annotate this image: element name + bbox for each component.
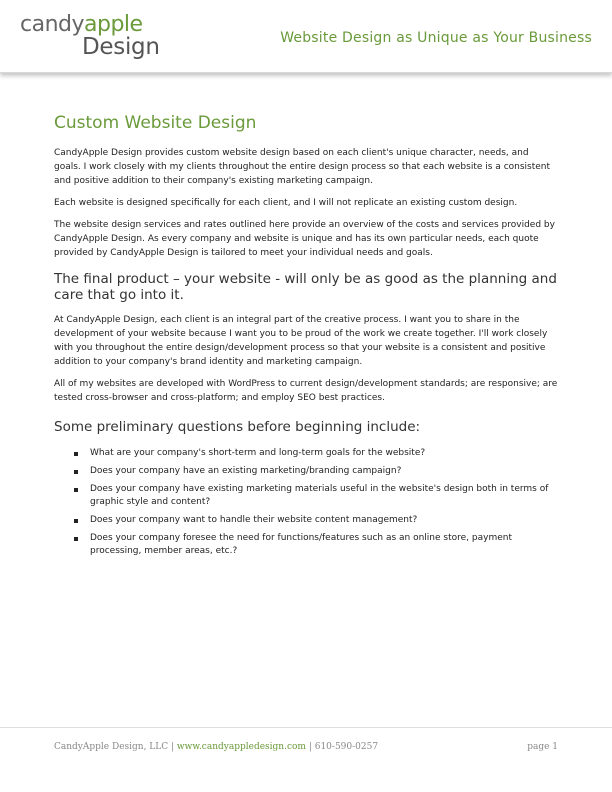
footer-website-link[interactable]: www.candyappledesign.com: [176, 742, 306, 752]
footer-separator: |: [305, 742, 315, 752]
bullet-icon: [74, 537, 78, 541]
footer-phone: 610-590-0257: [314, 742, 379, 752]
list-item: What are your company's short-term and long-term goals for the website?: [74, 447, 558, 460]
bullet-icon: [74, 470, 78, 474]
header-tagline: Website Design as Unique as Your Business: [280, 30, 592, 46]
process-paragraph: At CandyApple Design, each client is an integral part of the creative process. I want you to share in the development of your website because I want you to be proud of the work we create together. I'll work closely with you throughout the entire design/development process so that your website is a consistent and positive addition to your company's brand identity and marketing campaign.: [54, 315, 548, 367]
logo-wordmark-bottom: Design: [82, 34, 160, 60]
questions-list: [54, 447, 558, 558]
page-header: [0, 0, 612, 73]
footer-separator: |: [168, 742, 177, 752]
page-number: page 1: [527, 742, 558, 752]
logo-candy-text: candy: [20, 12, 85, 37]
bullet-icon: [74, 519, 78, 523]
wordpress-paragraph: All of my websites are developed with WordPress to current design/development standards; are responsive; are tested cross-browser and cross-platform; and employ SEO best practices.: [54, 379, 558, 403]
list-item: Does your company have existing marketing materials useful in the website's design both in terms of graphic style and content?: [74, 483, 558, 509]
page-footer: [54, 742, 558, 752]
final-product-heading: The final product – your website - will only be as good as the planning and care that go into it.: [54, 271, 557, 303]
intro-paragraph: CandyApple Design provides custom website design based on each client's unique character, needs, and goals. I work closely with my clients throughout the entire design process so that each website is a consistent and positive addition to their company's existing marketing campaign.: [54, 148, 551, 186]
list-item: Does your company want to handle their website content management?: [74, 514, 558, 527]
footer-divider: [0, 727, 612, 728]
custom-design-paragraph: Each website is designed specifically for each client, and I will not replicate an existing custom design.: [54, 198, 518, 208]
page-title: Custom Website Design: [54, 113, 257, 133]
questions-heading: Some preliminary questions before beginning include:: [54, 419, 421, 435]
list-item: Does your company have an existing marketing/branding campaign?: [74, 465, 558, 478]
services-paragraph: The website design services and rates outlined here provide an overview of the costs and services provided by CandyApple Design. As every company and website is unique and has its own particular needs, each quote provided by CandyApple Design is tailored to meet your individual needs and goals.: [54, 220, 555, 258]
footer-company: CandyApple Design, LLC: [54, 742, 169, 752]
list-item: Does your company foresee the need for functions/features such as an online store, payment processing, member areas, etc.?: [74, 532, 558, 558]
document-body: [54, 113, 558, 563]
logo-apple-text: apple: [84, 12, 143, 37]
bullet-icon: [74, 488, 78, 492]
candyapple-logo[interactable]: [20, 12, 160, 64]
bullet-icon: [74, 452, 78, 456]
